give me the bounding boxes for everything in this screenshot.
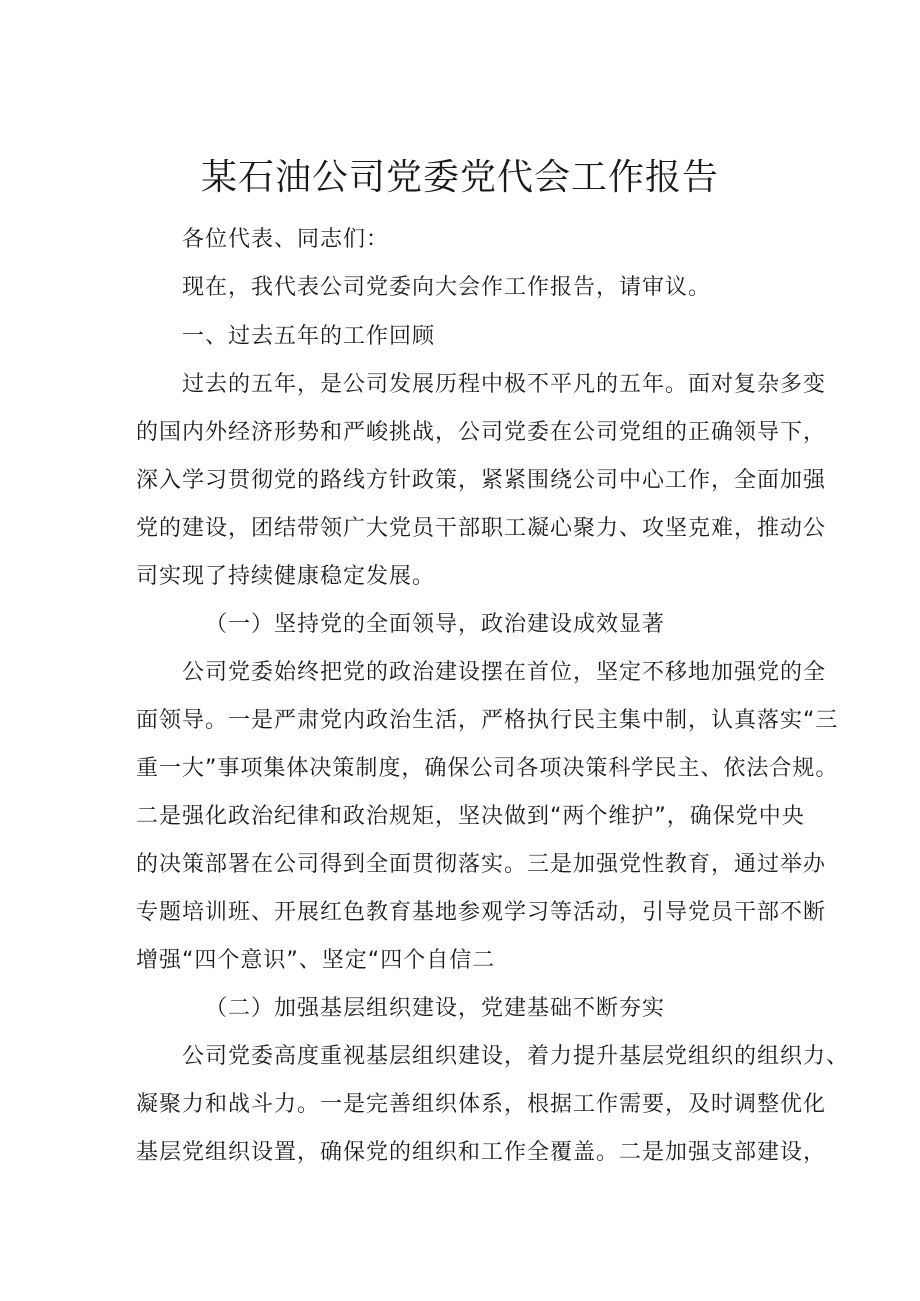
subheading-2: （二）加强基层组织建设，党建基础不断夯实: [205, 996, 666, 1021]
paragraph-line: 二是强化政治纪律和政治规矩，坚决做到“两个维护”，确保党中央: [136, 804, 805, 829]
paragraph-line: 增强“四个意识”、坚定“四个自信二: [136, 948, 496, 973]
paragraph-line: 的国内外经济形势和严峻挑战，公司党委在公司党组的正确领导下，: [136, 420, 827, 445]
paragraph-line: 过去的五年，是公司发展历程中极不平凡的五年。面对复杂多变: [182, 372, 827, 397]
paragraph-line: 专题培训班、开展红色教育基地参观学习等活动，引导党员干部不断: [136, 900, 827, 925]
paragraph-line: 面领导。一是严肃党内政治生活，严格执行民主集中制，认真落实“三: [136, 708, 839, 733]
paragraph-line: 基层党组织设置，确保党的组织和工作全覆盖。二是加强支部建设，: [136, 1140, 827, 1165]
intro-paragraph: 现在，我代表公司党委向大会作工作报告，请审议。: [182, 275, 712, 300]
salutation: 各位代表、同志们：: [182, 227, 390, 252]
subheading-1: （一）坚持党的全面领导，政治建设成效显著: [205, 612, 666, 637]
paragraph-line: 党的建设，团结带领广大党员干部职工凝心聚力、攻坚克难，推动公: [136, 516, 827, 541]
paragraph-line: 的决策部署在公司得到全面贯彻落实。三是加强党性教育，通过举办: [136, 852, 827, 877]
paragraph-line: 司实现了持续健康稳定发展。: [136, 564, 436, 589]
paragraph-line: 公司党委始终把党的政治建设摆在首位，坚定不移地加强党的全: [182, 660, 827, 685]
paragraph-line: 公司党委高度重视基层组织建设，着力提升基层党组织的组织力、: [182, 1044, 850, 1069]
document-title: 某石油公司党委党代会工作报告: [200, 157, 719, 198]
section-heading-1: 一、过去五年的工作回顾: [182, 324, 436, 349]
paragraph-line: 深入学习贯彻党的路线方针政策，紧紧围绕公司中心工作，全面加强: [136, 468, 827, 493]
paragraph-line: 重一大”事项集体决策制度，确保公司各项决策科学民主、依法合规。: [136, 756, 839, 781]
paragraph-line: 凝聚力和战斗力。一是完善组织体系，根据工作需要，及时调整优化: [136, 1092, 827, 1117]
